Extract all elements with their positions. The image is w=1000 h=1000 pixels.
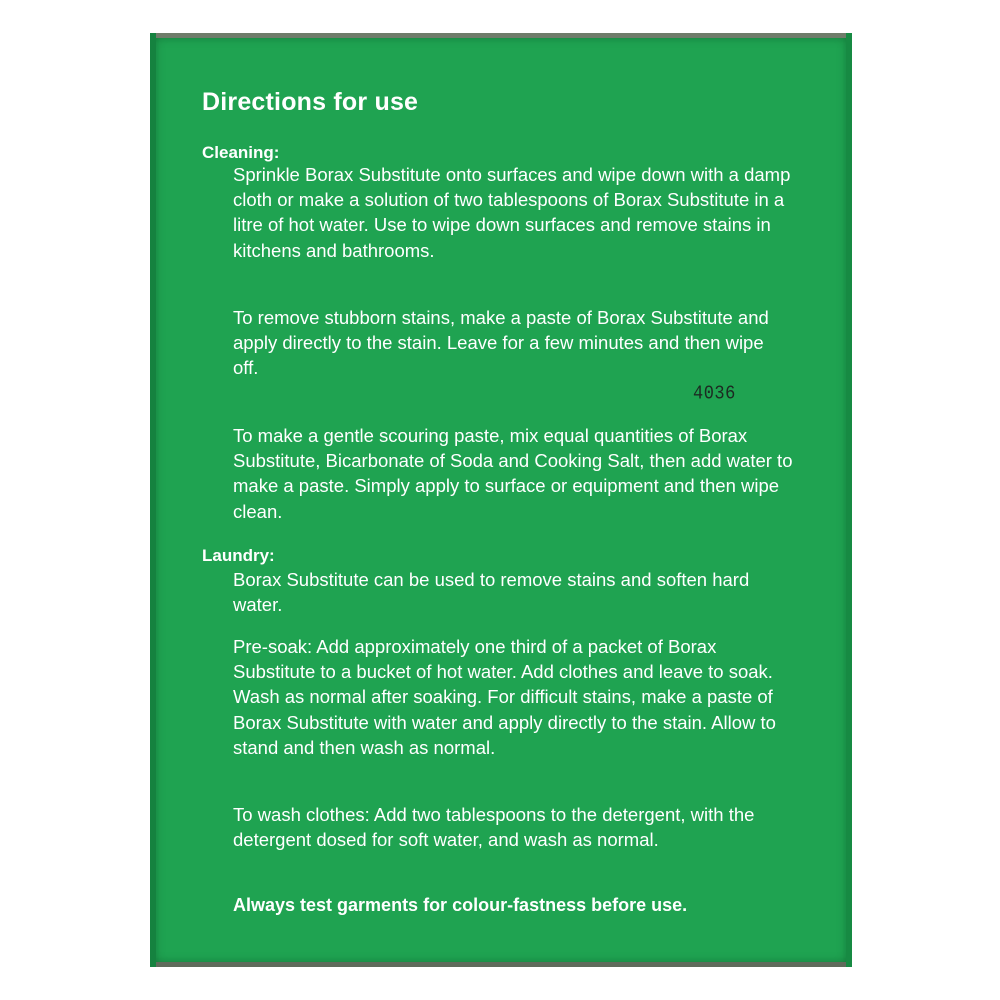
laundry-paragraph-2: Pre-soak: Add approximately one third of a packet of Borax Substitute to a bucket of hot water. Add clothes and leave to soak. Wash as normal after soaking. For difficult stains, make a paste of Borax Substitute with water and apply directly to the stain. Allow to stand and then wash as normal. (233, 636, 776, 758)
laundry-paragraph-1: Borax Substitute can be used to remove stains and soften hard water. (233, 569, 750, 616)
cleaning-paragraph-1: Sprinkle Borax Substitute onto surfaces and wipe down with a damp cloth or make a solution of two tablespoons of Borax Substitute in a litre of hot water. Use to wipe down surfaces and remove stains in kitchens and bathrooms. (233, 164, 791, 261)
laundry-heading: Laundry: (202, 546, 275, 565)
laundry-paragraph-3: To wash clothes: Add two tablespoons to the detergent, with the detergent dosed for soft water, and wash as normal. (233, 804, 755, 851)
batch-code-stamp: 4036 (693, 383, 736, 406)
cleaning-paragraph-3: To make a gentle scouring paste, mix equal quantities of Borax Substitute, Bicarbonate of Soda and Cooking Salt, then add water to make a paste. Simply apply to surface or equipment and then wipe clean. (233, 425, 793, 522)
box-top-edge (150, 33, 852, 38)
box-right-edge (846, 33, 852, 967)
box-left-edge (150, 33, 156, 967)
cleaning-paragraph-2: To remove stubborn stains, make a paste of Borax Substitute and apply directly to the stain. Leave for a few minutes and then wipe off. (233, 307, 769, 379)
cleaning-heading: Cleaning: (202, 143, 280, 162)
box-bottom-edge (150, 962, 852, 967)
colourfastness-warning: Always test garments for colour-fastness before use. (233, 895, 688, 915)
directions-title: Directions for use (202, 88, 419, 116)
